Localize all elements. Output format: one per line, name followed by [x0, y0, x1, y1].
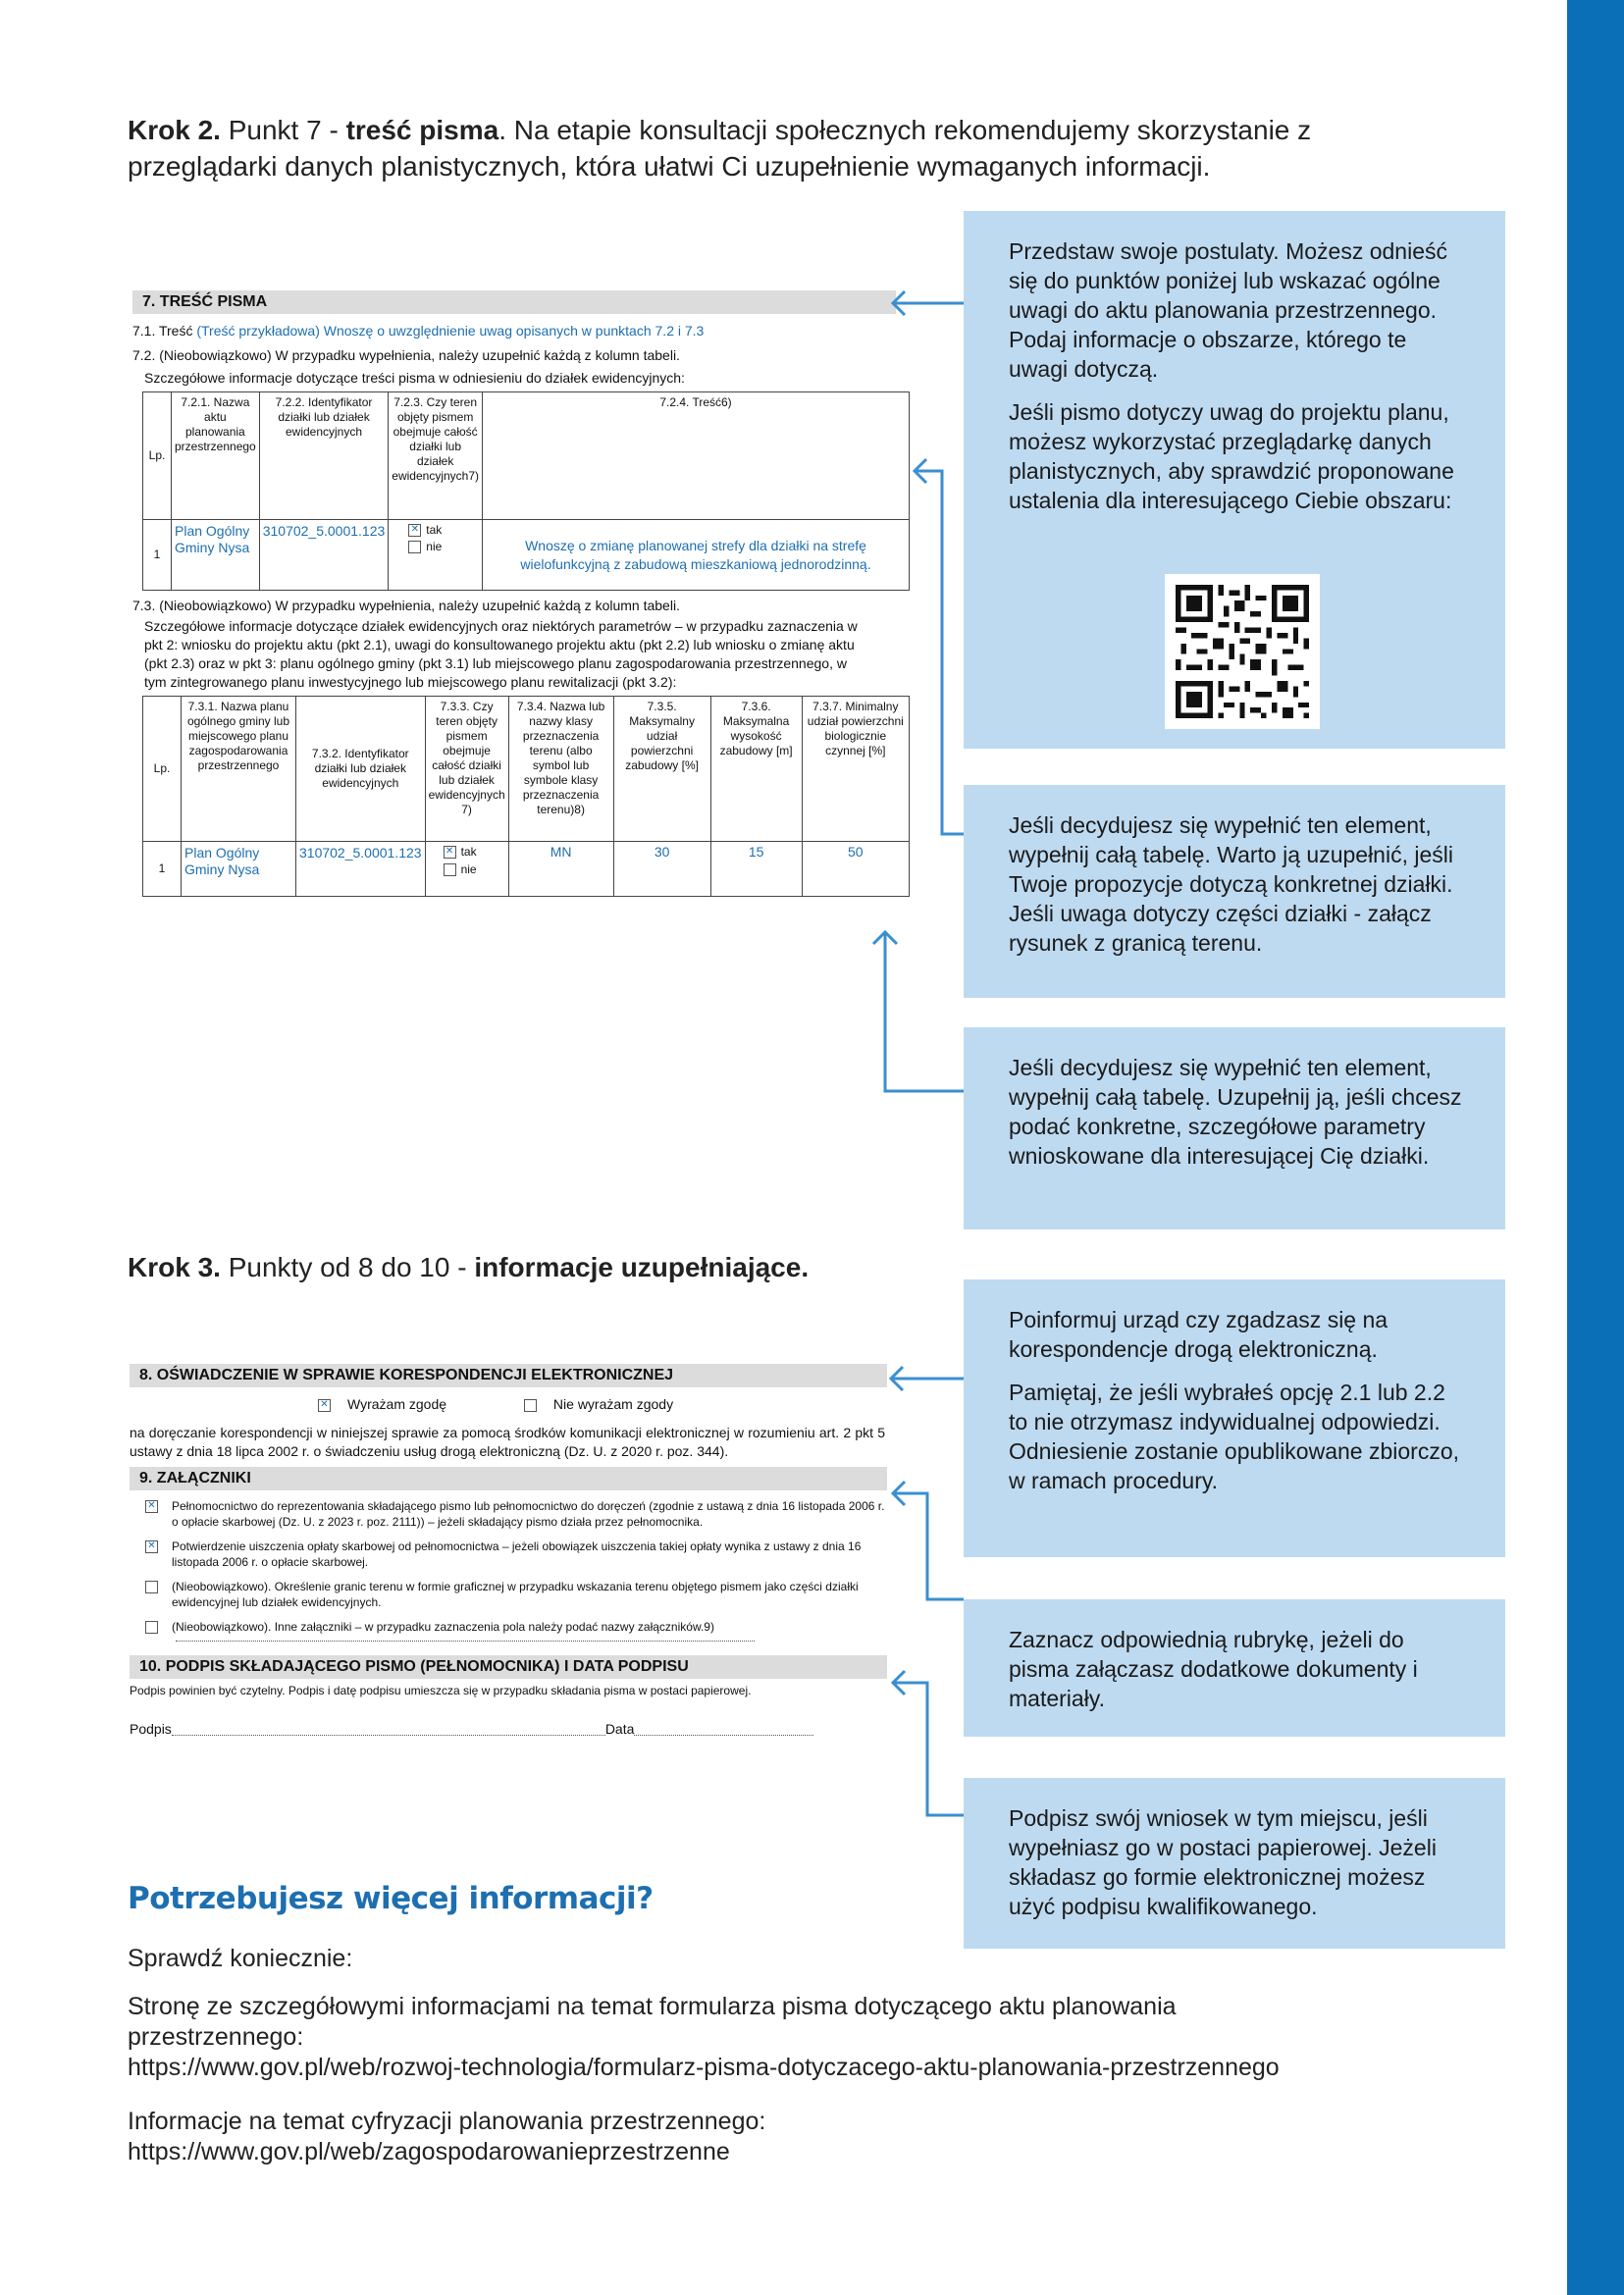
attachment-label: Pełnomocnictwo do reprezentowania składającego pismo lub pełnomocnictwo do doręczeń (zgodnie z ustawą z dnia 16 listopada 2006 r. o opłacie skarbowej (Dz. U. z 2023 r. poz. 2111)) – jeżeli składający pismo działa przez pełnomocnika.	[172, 1499, 885, 1529]
cell-identyfikator[interactable]: 310702_5.0001.123	[259, 520, 389, 591]
section-title-10: 10. PODPIS SKŁADAJĄCEGO PISMO (PEŁNOMOCNIKA) I DATA PODPISU	[130, 1655, 887, 1679]
callout-text: Pamiętaj, że jeśli wybrałeś opcję 2.1 lub 2.2 to nie otrzymasz indywidualnej odpowiedzi. Odniesienie zostanie opublikowane zbiorczo, w ramach procedury.	[1009, 1380, 1460, 1493]
option-label: Wyrażam zgodę	[347, 1396, 447, 1412]
info-text: Stronę ze szczegółowymi informacjami na temat formularza pisma dotyczącego aktu planowania przestrzennego:	[128, 1993, 1177, 2051]
option-label: nie	[460, 862, 477, 876]
cell-akt[interactable]: Plan Ogólny Gminy Nysa	[172, 520, 260, 591]
table-header: 7.3.2. Identyfikator działki lub działek ewidencyjnych	[296, 697, 426, 842]
cell-identyfikator[interactable]: 310702_5.0001.123	[296, 842, 426, 897]
table-header: 7.3.4. Nazwa lub nazwy klasy przeznaczenia terenu (albo symbol lub symbole klasy przeznaczenia terenu)8)	[508, 697, 613, 842]
option-label: Nie wyrażam zgody	[552, 1396, 674, 1412]
callout-text: Jeśli decydujesz się wypełnić ten element, wypełnij całą tabelę. Warto ją uzupełnić, jeśli Twoje propozycje dotyczą konkretnej działki. Jeśli uwaga dotyczy części działki - załącz rysunek z granicą terenu.	[1009, 812, 1453, 956]
cell-wysokosc[interactable]: 15	[710, 842, 802, 897]
option-label: tak	[460, 845, 477, 859]
cell-lp: 1	[143, 520, 172, 591]
step2-heading: Krok 2. Punkt 7 - treść pisma. Na etapie konsultacji społecznych rekomendujemy skorzystanie z przeglądarki danych planistycznych, która ułatwi Ci uzupełnienie wymaganych informacji.	[128, 115, 1312, 182]
info-text: Informacje na temat cyfryzacji planowania przestrzennego:	[128, 2108, 766, 2135]
callout-text: Zaznacz odpowiednią rubrykę, jeżeli do pisma załączasz dodatkowe dokumenty i materiały.	[1009, 1627, 1418, 1711]
arrow-connector	[895, 1683, 964, 1815]
table-header: 7.2.3. Czy teren objęty pismem obejmuje całość działki lub działek ewidencyjnych7)	[389, 392, 483, 520]
field-value[interactable]: (Treść przykładowa) Wnoszę o uwzględnienie uwag opisanych w punktach 7.2 i 7.3	[196, 323, 705, 339]
info-block-1	[128, 1992, 1423, 2083]
signature-note: Podpis powinien być czytelny. Podpis i datę podpisu umieszcza się w przypadku składania pisma w postaci papierowej.	[130, 1684, 752, 1697]
field-label: 7.1. Treść	[132, 323, 197, 339]
arrow-connector	[917, 471, 964, 834]
checkbox-checked-icon[interactable]: ✕	[145, 1500, 158, 1513]
arrow-connector	[895, 1493, 964, 1599]
table-header: 7.2.1. Nazwa aktu planowania przestrzennego	[172, 392, 260, 520]
field-7-2-desc: Szczegółowe informacje dotyczące treści pisma w odniesieniu do działek ewidencyjnych:	[144, 370, 685, 386]
attachment-label: Potwierdzenie uiszczenia opłaty skarbowej od pełnomocnictwa – jeżeli obowiązek uiszczenia takiej opłaty wynika z ustawy z dnia 16 listopada 2006 r. o opłacie skarbowej.	[172, 1539, 862, 1569]
table-header: 7.3.6. Maksymalna wysokość zabudowy [m]	[710, 697, 802, 842]
table-header: 7.3.5. Maksymalny udział powierzchni zabudowy [%]	[613, 697, 710, 842]
attachment-label: (Nieobowiązkowo). Inne załączniki – w przypadku zaznaczenia pola należy podać nazwy załączników.9)	[172, 1620, 714, 1634]
callout-text: Jeśli decydujesz się wypełnić ten element, wypełnij całą tabelę. Uzupełnij ją, jeśli chcesz podać konkretne, szczegółowe parametry wnioskowane dla interesującej Cię działki.	[1009, 1055, 1462, 1169]
info-check: Sprawdź koniecznie:	[128, 1945, 353, 1972]
cell-tresc[interactable]: Wnoszę o zmianę planowanej strefy dla działki na strefę wielofunkcyjną z zabudową mieszkaniową jednorodzinną.	[483, 520, 910, 591]
table-header: 7.3.3. Czy teren objęty pismem obejmuje całość działki lub działek ewidencyjnych 7)	[425, 697, 508, 842]
table-header: 7.3.7. Minimalny udział powierzchni biologicznie czynnej [%]	[802, 697, 909, 842]
checkbox-checked-icon[interactable]: ✕	[444, 846, 456, 859]
cell-lp: 1	[143, 842, 182, 897]
step3-heading: Krok 3. Punkty od 8 do 10 - informacje uzupełniające.	[128, 1252, 810, 1282]
section-title: 7. TREŚĆ PISMA	[132, 290, 896, 314]
info-heading: Potrzebujesz więcej informacji?	[128, 1881, 654, 1916]
info-link[interactable]: https://www.gov.pl/web/zagospodarowanieprzestrzenne	[128, 2138, 730, 2165]
section-title-9: 9. ZAŁĄCZNIKI	[130, 1467, 887, 1490]
field-7-3-label: 7.3. (Nieobowiązkowo) W przypadku wypełnienia, należy uzupełnić każdą z kolumn tabeli.	[132, 598, 680, 613]
info-block-2	[128, 2107, 1423, 2167]
cell-klasa[interactable]: MN	[508, 842, 613, 897]
table-header: Lp.	[143, 697, 182, 842]
option-label: tak	[426, 523, 443, 537]
checkbox-checked-icon[interactable]: ✕	[145, 1540, 158, 1553]
cell-plan[interactable]: Plan Ogólny Gminy Nysa	[182, 842, 296, 897]
cell-biologiczna[interactable]: 50	[802, 842, 909, 897]
option-label: nie	[426, 540, 443, 553]
info-link[interactable]: https://www.gov.pl/web/rozwoj-technologia/formularz-pisma-dotyczacego-aktu-planowania-przestrzennego	[128, 2054, 1280, 2081]
date-label: Data	[604, 1721, 635, 1737]
checkbox-checked-icon[interactable]: ✕	[318, 1399, 331, 1412]
table-header: Lp.	[143, 392, 172, 520]
section-title: 8. OŚWIADCZENIE W SPRAWIE KORESPONDENCJI ELEKTRONICZNEJ	[130, 1364, 887, 1387]
consent-text: na doręczanie korespondencji w niniejszej sprawie za pomocą środków komunikacji elektronicznej w rozumieniu art. 2 pkt 5 ustawy z dnia 18 lipca 2002 r. o świadczeniu usług drogą elektroniczną (Dz. U. z 2020 r. poz. 344).	[130, 1425, 885, 1459]
arrow-connector	[885, 934, 964, 1091]
callout-text: Jeśli pismo dotyczy uwag do projektu planu, możesz wykorzystać przeglądarkę danych planistycznych, aby sprawdzić proponowane ustalenia dla interesującego Ciebie obszaru:	[1009, 399, 1454, 513]
table-header: 7.2.4. Treść6)	[483, 392, 910, 520]
table-header: 7.3.1. Nazwa planu ogólnego gminy lub miejscowego planu zagospodarowania przestrzennego	[182, 697, 296, 842]
cell-zabudowa[interactable]: 30	[613, 842, 710, 897]
field-7-3-desc: Szczegółowe informacje dotyczące działek ewidencyjnych oraz niektórych parametrów – w przypadku zaznaczenia w pkt 2: wniosku do projektu aktu (pkt 2.1), uwagi do konsultowanego projektu aktu (pkt 2.2) lub wniosku o zmianę aktu (pkt 2.3) oraz w pkt 3: planu ogólnego gminy (pkt 3.1) lub miejscowego planu zagospodarowania przestrzennego, w tym zintegrowanego planu inwestycyjnego lub miejscowego planu rewitalizacji (pkt 3.2):	[144, 618, 858, 690]
callout-text: Przedstaw swoje postulaty. Możesz odnieść się do punktów poniżej lub wskazać ogólne uwagi do aktu planowania przestrzennego. Podaj informacje o obszarze, którego te uwagi dotyczą.	[1009, 238, 1447, 382]
field-7-2-label: 7.2. (Nieobowiązkowo) W przypadku wypełnienia, należy uzupełnić każdą z kolumn tabeli.	[132, 347, 680, 363]
callout-text: Poinformuj urząd czy zgadzasz się na korespondencje drogą elektroniczną.	[1009, 1307, 1388, 1362]
callout-text: Podpisz swój wniosek w tym miejscu, jeśli wypełniasz go w postaci papierowej. Jeżeli składasz go formie elektronicznej możesz użyć podpisu kwalifikowanego.	[1009, 1805, 1437, 1919]
attachment-label: (Nieobowiązkowo). Określenie granic terenu w formie graficznej w przypadku wskazania terenu objętego pismem jako części działki ewidencyjnej lub działek ewidencyjnych.	[172, 1580, 859, 1609]
checkbox-checked-icon[interactable]: ✕	[408, 524, 421, 537]
table-header: 7.2.2. Identyfikator działki lub działek ewidencyjnych	[259, 392, 389, 520]
signature-label: Podpis	[130, 1721, 172, 1737]
